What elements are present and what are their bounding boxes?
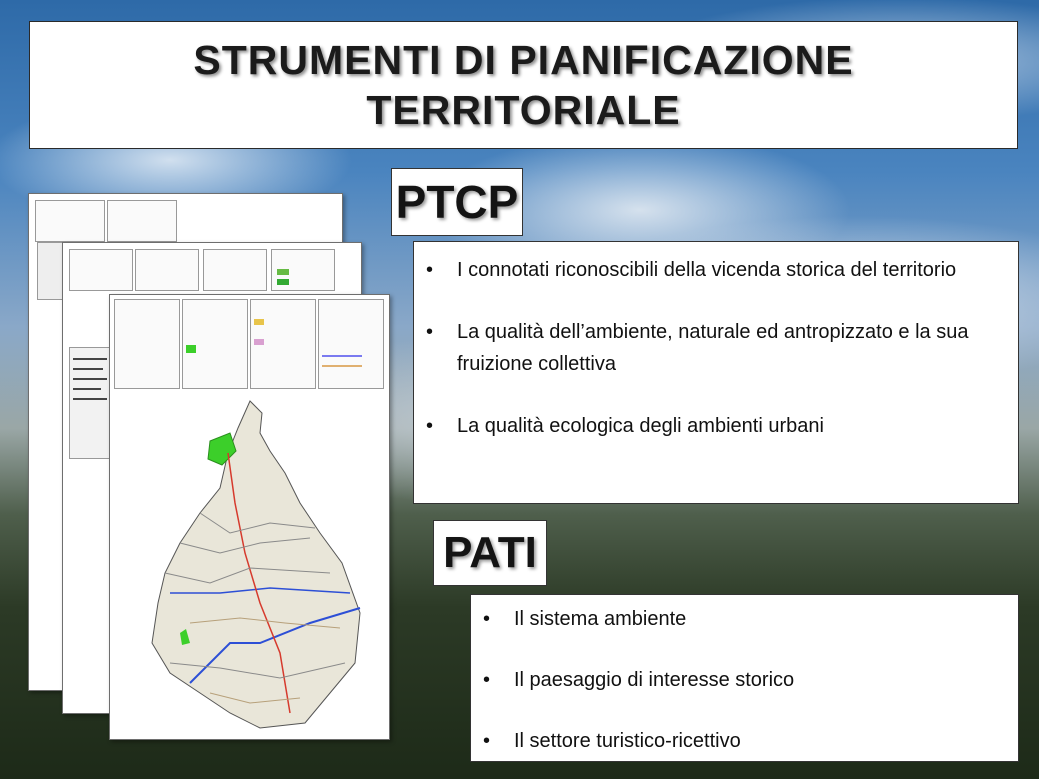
bullet-text: Il settore turistico-ricettivo	[514, 730, 741, 752]
legend-block	[114, 299, 180, 389]
legend-block	[69, 249, 133, 291]
legend-line	[73, 388, 101, 390]
legend-swatch	[254, 339, 264, 345]
ptcp-label: PTCP	[391, 168, 523, 236]
list-item	[481, 664, 1000, 696]
legend-block	[182, 299, 248, 389]
bullet-icon: •	[483, 730, 491, 752]
bullet-icon: •	[483, 669, 491, 691]
title-box	[29, 21, 1018, 149]
list-item	[424, 410, 1000, 442]
legend-line	[73, 398, 107, 400]
legend-line	[73, 368, 103, 370]
list-item	[481, 603, 1000, 635]
map-sheet-front	[109, 294, 390, 740]
legend-block	[107, 200, 177, 242]
legend-line	[322, 365, 362, 367]
legend-swatch	[186, 345, 196, 353]
territory-map	[110, 393, 389, 738]
bullet-text: La qualità ecologica degli ambienti urbani	[457, 415, 824, 437]
bullet-text: Il paesaggio di interesse storico	[514, 669, 795, 691]
bullet-text: I connotati riconoscibili della vicenda storica del territorio	[457, 259, 957, 281]
legend-line	[73, 378, 107, 380]
bullet-text: La qualità dell’ambiente, naturale ed antropizzato e la sua fruizione collettiva	[457, 321, 969, 375]
legend-swatch	[277, 279, 289, 285]
legend-line	[73, 358, 107, 360]
bullet-text: Il sistema ambiente	[514, 608, 687, 630]
legend-block	[203, 249, 267, 291]
bullet-icon: •	[426, 259, 434, 281]
list-item	[424, 316, 1000, 380]
legend-block	[318, 299, 384, 389]
legend-swatch	[254, 319, 264, 325]
pati-label: PATI	[433, 520, 547, 586]
legend-block	[35, 200, 105, 242]
pati-bullet-list	[470, 594, 1019, 762]
list-item	[424, 254, 1000, 286]
bullet-icon: •	[426, 321, 434, 343]
bullet-icon: •	[426, 415, 434, 437]
legend-swatch	[277, 269, 289, 275]
bullet-icon: •	[483, 608, 491, 630]
list-item	[481, 725, 1000, 757]
ptcp-bullet-list	[413, 241, 1019, 504]
slide-title: STRUMENTI DI PIANIFICAZIONE TERRITORIALE	[193, 37, 854, 133]
legend-line	[322, 355, 362, 357]
legend-block	[135, 249, 199, 291]
